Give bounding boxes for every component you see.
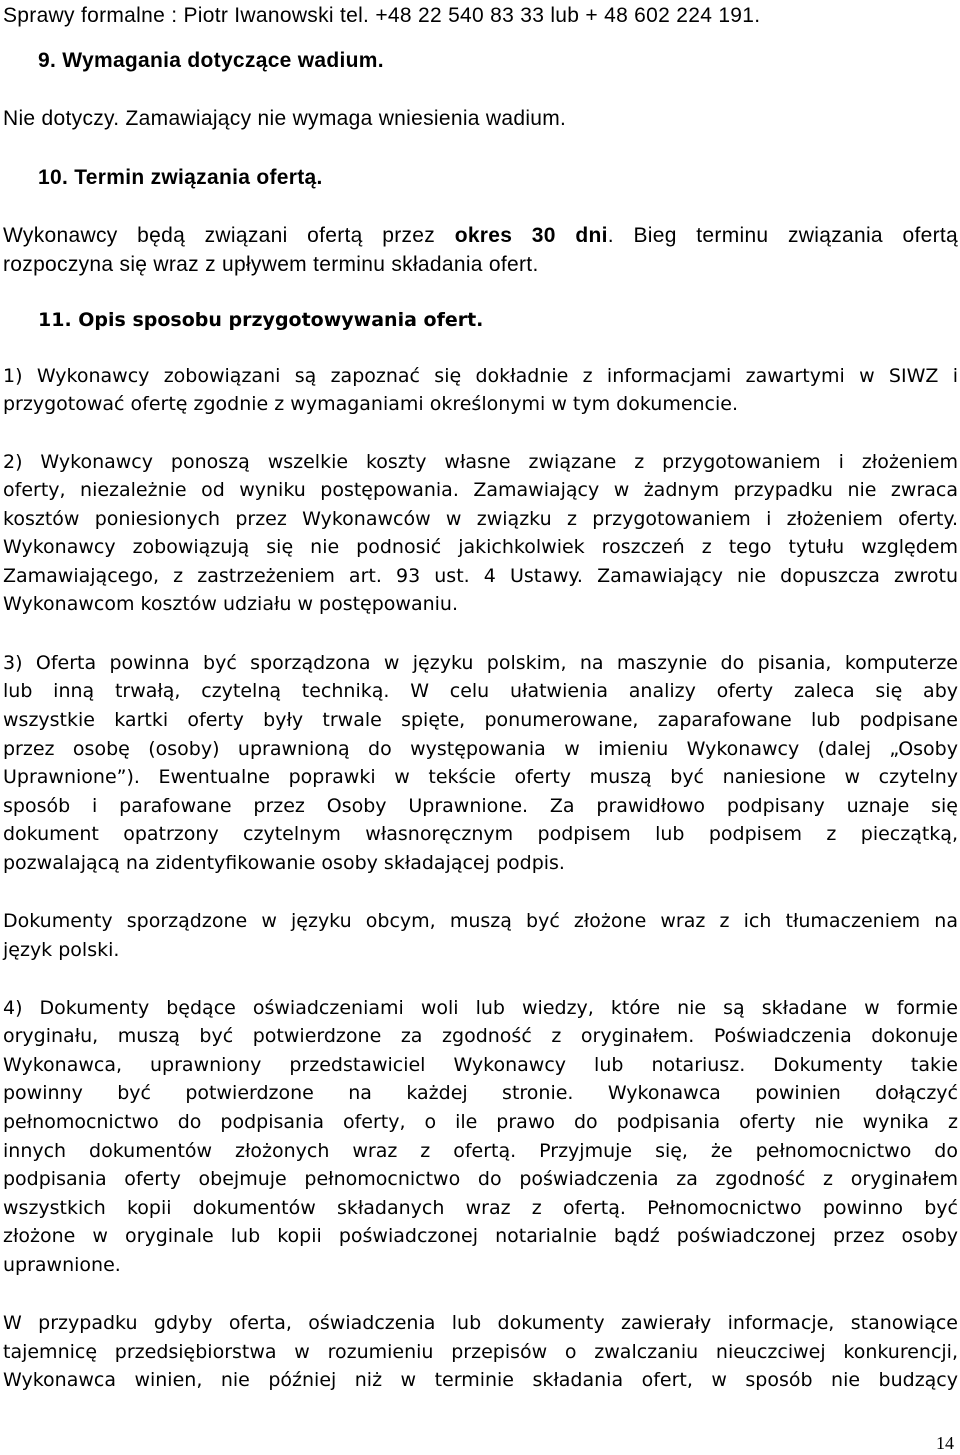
paragraph-2-line: Wykonawcom kosztów udziału w postępowaniu. — [3, 593, 459, 615]
paragraph-4-line: innych dokumentów złożonych wraz z ofertą. Przyjmuje się, że pełnomocnictwo do — [3, 1140, 958, 1162]
paragraph-4-line: powinny być potwierdzone na każdej stronie. Wykonawca powinien dołączyć — [3, 1082, 958, 1104]
paragraph-3-line: przez osobę (osoby) uprawnioną do występowania w imieniu Wykonawcy (dalej „Osoby — [3, 738, 958, 760]
paragraph-5-line: Wykonawca winien, nie później niż w terminie składania ofert, w sposób nie budzący — [3, 1369, 958, 1391]
section-10-period: okres 30 dni — [454, 224, 608, 247]
paragraph-3-line: 3) Oferta powinna być sporządzona w języku polskim, na maszynie do pisania, komputerze — [3, 652, 958, 674]
paragraph-4-line: oryginału, muszą być potwierdzone za zgodność z oryginałem. Poświadczenia dokonuje — [3, 1025, 958, 1047]
paragraph-1-line: przygotować ofertę zgodnie z wymaganiami określonymi w tym dokumencie. — [3, 393, 739, 415]
paragraph-2-line: oferty, niezależnie od wyniku postępowania. Zamawiający w żadnym przypadku nie zwraca — [3, 479, 958, 501]
paragraph-5-line: tajemnicę przedsiębiorstwa w rozumieniu przepisów o zwalczaniu nieuczciwej konkurencji, — [3, 1341, 958, 1363]
paragraph-3-line: dokument opatrzony czytelnym własnoręcznym podpisem lub podpisem z pieczątką, — [3, 823, 958, 845]
paragraph-3b-line: język polski. — [3, 939, 120, 961]
paragraph-4-line: wszystkich kopii dokumentów składanych wraz z ofertą. Pełnomocnictwo powinno być — [3, 1197, 958, 1219]
paragraph-2-line: Wykonawcy zobowiązują się nie podnosić jakichkolwiek roszczeń z tego tytułu względem — [3, 536, 958, 558]
section-11-heading: 11. Opis sposobu przygotowywania ofert. — [38, 309, 484, 331]
paragraph-3-line: wszystkie kartki oferty były trwale spięte, ponumerowane, zaparafowane lub podpisane — [3, 709, 958, 731]
paragraph-4-line: pełnomocnictwo do podpisania oferty, o ile prawo do podpisania oferty nie wynika z — [3, 1111, 958, 1133]
section-10-line-2: rozpoczyna się wraz z upływem terminu składania ofert. — [3, 253, 539, 276]
section-9-body: Nie dotyczy. Zamawiający nie wymaga wniesienia wadium. — [3, 107, 567, 130]
paragraph-3-line: pozwalającą na zidentyfikowanie osoby składającej podpis. — [3, 852, 565, 874]
paragraph-5-line: W przypadku gdyby oferta, oświadczenia lub dokumenty zawierały informacje, stanowiące — [3, 1312, 958, 1334]
paragraph-2-line: Zamawiającego, z zastrzeżeniem art. 93 ust. 4 Ustawy. Zamawiający nie dopuszcza zwrotu — [3, 565, 958, 587]
paragraph-4-line: 4) Dokumenty będące oświadczeniami woli lub wiedzy, które nie są składane w formie — [3, 997, 958, 1019]
paragraph-4-line: podpisania oferty obejmuje pełnomocnictwo do poświadczenia za zgodność z oryginałem — [3, 1168, 958, 1190]
paragraph-2-line: 2) Wykonawcy ponoszą wszelkie koszty własne związane z przygotowaniem i złożeniem — [3, 451, 958, 473]
paragraph-4-line: złożone w oryginale lub kopii poświadczonej notarialnie bądź poświadczonej przez osoby — [3, 1225, 958, 1247]
paragraph-3-line: sposób i parafowane przez Osoby Uprawnione. Za prawidłowo podpisany uznaje się — [3, 795, 958, 817]
section-9-heading: 9. Wymagania dotyczące wadium. — [38, 49, 384, 72]
paragraph-3-line: Uprawnione”). Ewentualne poprawki w tekście oferty muszą być naniesione w czytelny — [3, 766, 958, 788]
paragraph-4-line: Wykonawca, uprawniony przedstawiciel Wykonawcy lub notariusz. Dokumenty takie — [3, 1054, 958, 1076]
paragraph-4-line: uprawnione. — [3, 1254, 121, 1276]
section-10-heading: 10. Termin związania ofertą. — [38, 166, 323, 189]
contact-line: Sprawy formalne : Piotr Iwanowski tel. +48 22 540 83 33 lub + 48 602 224 191. — [3, 4, 761, 27]
section-10-text-a: Wykonawcy będą związani ofertą przez — [3, 224, 455, 247]
paragraph-2-line: kosztów poniesionych przez Wykonawców w związku z przygotowaniem i złożeniem oferty. — [3, 508, 958, 530]
section-10-line-1 — [3, 222, 958, 250]
section-10-text-b: . Bieg terminu związania ofertą — [607, 224, 958, 247]
paragraph-3b-line: Dokumenty sporządzone w języku obcym, muszą być złożone wraz z ich tłumaczeniem na — [3, 910, 958, 932]
page-number: 14 — [936, 1433, 954, 1453]
paragraph-1-line: 1) Wykonawcy zobowiązani są zapoznać się dokładnie z informacjami zawartymi w SIWZ i — [3, 365, 958, 387]
paragraph-3-line: lub inną trwałą, czytelną techniką. W celu ułatwienia analizy oferty zaleca się aby — [3, 680, 958, 702]
